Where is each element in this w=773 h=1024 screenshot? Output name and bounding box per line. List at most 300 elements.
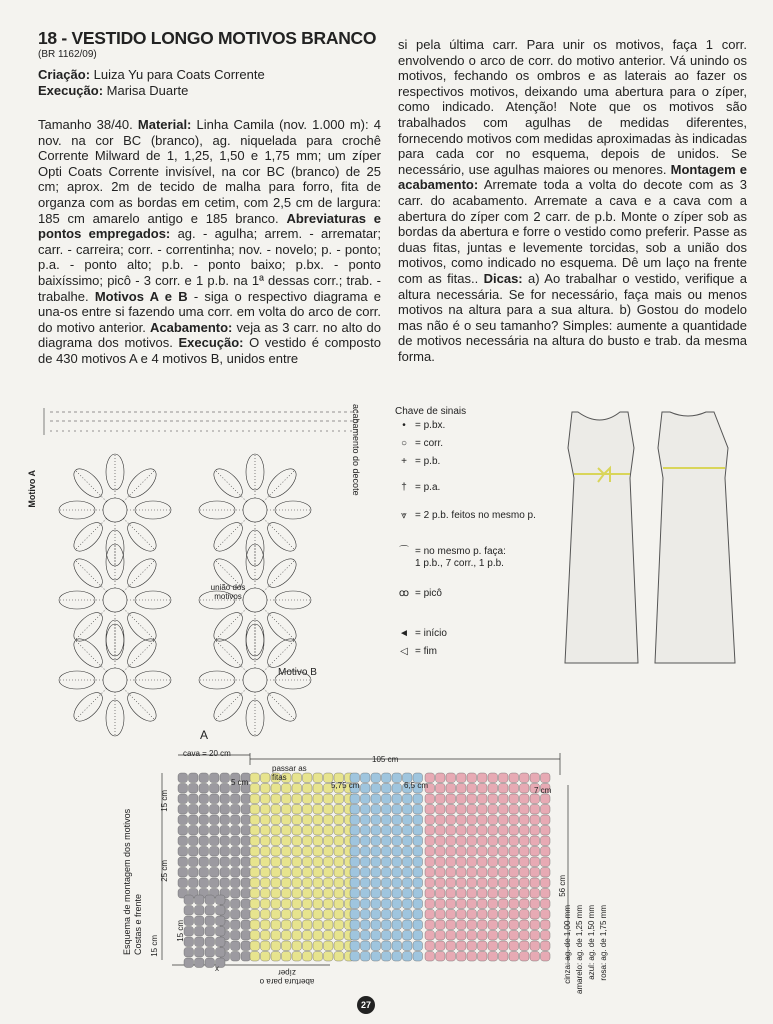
motif-cell	[292, 941, 302, 951]
motif-cell	[530, 794, 540, 804]
motif-cell	[220, 805, 230, 815]
motif-cell	[210, 836, 220, 846]
motif-cell	[392, 773, 402, 783]
zipper-mark: x	[215, 964, 219, 973]
motif-cell	[371, 941, 381, 951]
motif-cell	[199, 868, 209, 878]
motif-cell	[241, 815, 251, 825]
motif-cell	[499, 815, 509, 825]
motif-cell	[488, 941, 498, 951]
motif-cell	[478, 857, 488, 867]
motif-cell	[292, 794, 302, 804]
motif-cell	[436, 857, 446, 867]
motif-cell	[231, 899, 241, 909]
motif-cell	[488, 773, 498, 783]
motif-cell	[446, 941, 456, 951]
motif-cell	[205, 927, 215, 937]
motif-cell	[361, 889, 371, 899]
motif-cell	[425, 857, 435, 867]
motif-cell	[334, 878, 344, 888]
motif-cell	[530, 889, 540, 899]
motif-cell	[350, 931, 360, 941]
credit-creation	[38, 67, 265, 82]
motif-cell	[425, 826, 435, 836]
motif-cell	[392, 836, 402, 846]
motif-cell	[231, 857, 241, 867]
motif-cell	[250, 920, 260, 930]
motif-cell	[478, 889, 488, 899]
motif-cell	[210, 847, 220, 857]
motif-cell	[509, 836, 519, 846]
motif-cell	[250, 952, 260, 962]
motif-cell	[271, 794, 281, 804]
motif-cell	[488, 931, 498, 941]
motif-cell	[446, 899, 456, 909]
motif-cell	[361, 836, 371, 846]
motif-cell	[530, 868, 540, 878]
motif-cell	[210, 805, 220, 815]
motif-cell	[241, 941, 251, 951]
motif-cell	[324, 920, 334, 930]
motif-cell	[205, 895, 215, 905]
motif-cell	[350, 805, 360, 815]
motif-cell	[271, 899, 281, 909]
motif-cell	[210, 784, 220, 794]
motif-cell	[324, 941, 334, 951]
motif-cell	[446, 836, 456, 846]
union-label: união dos motivos	[210, 583, 246, 601]
motif-cell	[371, 794, 381, 804]
motif-cell	[392, 899, 402, 909]
page-number: 27	[357, 996, 375, 1014]
motif-cell	[271, 931, 281, 941]
motif-cell	[178, 805, 188, 815]
finishing-text: veja as 3 carr. no alto do diagrama dos motivos.	[38, 319, 381, 351]
motif-cell	[334, 910, 344, 920]
motif-cell	[324, 931, 334, 941]
tips-label: Dicas:	[483, 270, 523, 286]
motif-cell	[334, 868, 344, 878]
motif-cell	[220, 826, 230, 836]
legend-item	[393, 542, 506, 557]
motif-cell	[520, 878, 530, 888]
motif-cell	[210, 794, 220, 804]
legend-text: = corr.	[415, 438, 444, 449]
motif-cell	[446, 920, 456, 930]
motif-cell	[436, 836, 446, 846]
motif-cell	[499, 826, 509, 836]
motif-cell	[509, 899, 519, 909]
motif-cell	[520, 889, 530, 899]
motif-cell	[184, 937, 194, 947]
motif-cell	[371, 815, 381, 825]
motif-cell	[413, 941, 423, 951]
motif-cell	[350, 868, 360, 878]
motif-cell	[382, 826, 392, 836]
motif-cell	[189, 784, 199, 794]
motif-cell	[392, 847, 402, 857]
motif-cell	[282, 784, 292, 794]
motif-cell	[457, 815, 467, 825]
assembly-label: Montagem e acabamento:	[398, 161, 747, 193]
motif-cell	[509, 784, 519, 794]
motif-cell	[178, 784, 188, 794]
motif-cell	[303, 857, 313, 867]
motif-cell	[509, 910, 519, 920]
motif-cell	[195, 906, 205, 916]
motif-cell	[392, 826, 402, 836]
ribbon-label: passar as fitas	[272, 764, 307, 782]
motif-cell	[520, 784, 530, 794]
motif-cell	[530, 878, 540, 888]
motif-cell	[292, 868, 302, 878]
motif-cell	[392, 931, 402, 941]
motif-cell	[436, 868, 446, 878]
motif-cell	[488, 805, 498, 815]
motif-cell	[467, 857, 477, 867]
motif-cell	[488, 868, 498, 878]
motif-cell	[250, 836, 260, 846]
motif-cell	[467, 920, 477, 930]
zipper-label: abertura para o zíper	[259, 968, 315, 986]
finishing-label-diagram: acabamento do decote	[351, 404, 361, 496]
motif-cell	[361, 868, 371, 878]
motif-cell	[282, 857, 292, 867]
motif-cell	[371, 868, 381, 878]
motif-cell	[457, 941, 467, 951]
motif-cell	[241, 878, 251, 888]
motif-cell	[436, 899, 446, 909]
needle-legend-item: amarelo: ag. de 1,25 mm	[575, 905, 584, 994]
motif-cell	[241, 899, 251, 909]
motif-cell	[361, 805, 371, 815]
motif-cell	[189, 868, 199, 878]
motif-cell	[189, 773, 199, 783]
motif-cell	[199, 857, 209, 867]
motif-cell	[392, 941, 402, 951]
motif-cell	[541, 805, 551, 815]
motif-cell	[413, 910, 423, 920]
needle-legend-item: cinza: ag. de 1,00 mm	[563, 905, 572, 984]
width-pink: 7 cm	[534, 786, 552, 795]
motif-cell	[457, 931, 467, 941]
motif-cell	[478, 878, 488, 888]
motif-cell	[436, 952, 446, 962]
motif-cell	[413, 815, 423, 825]
motif-cell	[457, 794, 467, 804]
motif-cell	[413, 889, 423, 899]
motif-cell	[199, 878, 209, 888]
motif-cell	[205, 958, 215, 968]
motif-cell	[178, 868, 188, 878]
motif-cell	[231, 794, 241, 804]
motif-cell	[282, 889, 292, 899]
motif-cell	[261, 805, 271, 815]
motif-cell	[241, 920, 251, 930]
motif-cell	[509, 952, 519, 962]
motif-cell	[303, 910, 313, 920]
motif-cell	[282, 931, 292, 941]
motif-cell	[250, 826, 260, 836]
motif-cell	[199, 805, 209, 815]
motif-cell	[403, 931, 413, 941]
motif-cell	[509, 847, 519, 857]
motif-cell	[292, 952, 302, 962]
motif-cell	[189, 815, 199, 825]
motif-cell	[446, 794, 456, 804]
motif-cell	[184, 948, 194, 958]
motif-cell	[361, 826, 371, 836]
motif-cell	[457, 878, 467, 888]
motif-cell	[425, 941, 435, 951]
motif-cell	[499, 878, 509, 888]
motif-cell	[382, 773, 392, 783]
motif-cell	[392, 805, 402, 815]
motif-cell	[184, 916, 194, 926]
motif-cell	[361, 815, 371, 825]
motif-cell	[488, 857, 498, 867]
motif-cell	[250, 784, 260, 794]
abbreviations-label: Abreviaturas e pontos empregados:	[38, 210, 382, 242]
legend-title: Chave de sinais	[395, 406, 467, 417]
instructions-right	[398, 37, 747, 364]
legend-item	[393, 482, 440, 493]
motif-cell	[261, 931, 271, 941]
motif-cell	[478, 941, 488, 951]
motif-cell	[436, 794, 446, 804]
motif-cell	[467, 836, 477, 846]
motif-cell	[303, 952, 313, 962]
motif-cell	[271, 952, 281, 962]
assembly-text: Arremate toda a volta do decote com as 3 carr. do acabamento. Arremate a cava e a cava com a abertura do zíper com 2 carr. de p.b. Monte o zíper sob as bordas da abertura e forre o vestido como preferir. Passe as duas fitas, juntas e levemente torcidas, sob a união dos motivos, como indicado no esquema. Dê um laço na frente com as fitas..	[398, 177, 747, 286]
motif-cell	[457, 868, 467, 878]
motif-cell	[509, 794, 519, 804]
motif-cell	[250, 857, 260, 867]
motif-cell	[250, 868, 260, 878]
motif-cell	[530, 857, 540, 867]
motif-cell	[292, 826, 302, 836]
motif-cell	[467, 784, 477, 794]
motif-cell	[467, 794, 477, 804]
motif-cell	[199, 847, 209, 857]
motif-cell	[446, 931, 456, 941]
crochet-motif	[59, 544, 171, 656]
motif-cell	[303, 941, 313, 951]
motif-cell	[425, 836, 435, 846]
height-total: 56 cm	[558, 875, 567, 897]
height-3: 15 cm	[176, 920, 185, 942]
motif-cell	[488, 784, 498, 794]
motif-cell	[205, 906, 215, 916]
motif-cell	[541, 952, 551, 962]
motif-cell	[382, 931, 392, 941]
motif-cell	[361, 794, 371, 804]
motif-cell	[446, 773, 456, 783]
motif-cell	[282, 847, 292, 857]
motif-cell	[382, 794, 392, 804]
motif-cell	[303, 794, 313, 804]
legend-item	[393, 438, 443, 449]
motif-cell	[241, 857, 251, 867]
motif-cell	[425, 899, 435, 909]
motif-cell	[478, 815, 488, 825]
legend-text: = p.a.	[415, 482, 441, 493]
legend-text: = 2 p.b. feitos no mesmo p.	[415, 510, 536, 521]
motif-cell	[488, 847, 498, 857]
motif-cell	[520, 857, 530, 867]
page-title: 18 - VESTIDO LONGO MOTIVOS BRANCO	[38, 28, 377, 48]
motif-cell	[371, 836, 381, 846]
motif-cell	[382, 952, 392, 962]
motif-cell	[313, 941, 323, 951]
motif-cell	[216, 895, 226, 905]
motif-cell	[350, 878, 360, 888]
motif-cell	[392, 784, 402, 794]
legend-symbol: †	[401, 482, 407, 493]
motif-cell	[334, 889, 344, 899]
crochet-motif	[199, 624, 311, 736]
execution-text: O vestido é composto de 430 motivos A e 4 motivos B, unidos entre	[38, 335, 381, 366]
motif-cell	[530, 826, 540, 836]
motif-cell	[425, 794, 435, 804]
motif-cell	[436, 826, 446, 836]
motif-cell	[467, 952, 477, 962]
motif-cell	[457, 836, 467, 846]
motif-cell	[334, 899, 344, 909]
motif-cell	[334, 847, 344, 857]
motif-cell	[292, 931, 302, 941]
motif-cell	[446, 889, 456, 899]
motif-cell	[334, 826, 344, 836]
crochet-motif	[199, 454, 311, 566]
motif-cell	[520, 805, 530, 815]
motif-cell	[403, 889, 413, 899]
motif-cell	[403, 920, 413, 930]
motif-cell	[195, 937, 205, 947]
motif-cell	[382, 889, 392, 899]
motif-cell	[199, 836, 209, 846]
motif-cell	[488, 794, 498, 804]
motif-cell	[467, 941, 477, 951]
motif-cell	[530, 815, 540, 825]
instructions-left	[38, 117, 381, 367]
motif-cell	[210, 826, 220, 836]
motif-cell	[478, 836, 488, 846]
motif-cell	[271, 784, 281, 794]
motif-cell	[210, 857, 220, 867]
motif-cell	[371, 931, 381, 941]
motif-b-label: Motivo B	[278, 667, 317, 678]
motif-cell	[541, 931, 551, 941]
motif-cell	[324, 868, 334, 878]
motif-cell	[413, 794, 423, 804]
motif-cell	[520, 868, 530, 878]
motif-cell	[241, 794, 251, 804]
motif-cell	[488, 899, 498, 909]
motif-cell	[313, 899, 323, 909]
motif-cell	[250, 931, 260, 941]
motif-cell	[371, 857, 381, 867]
motif-a-letter: A	[200, 728, 209, 742]
motif-cell	[189, 878, 199, 888]
motif-cell	[313, 847, 323, 857]
legend-item	[393, 420, 445, 431]
motif-cell	[220, 815, 230, 825]
motif-cell	[231, 952, 241, 962]
legend-item	[393, 588, 442, 599]
motif-cell	[403, 826, 413, 836]
motif-cell	[334, 836, 344, 846]
motif-cell	[282, 794, 292, 804]
motif-cell	[403, 815, 413, 825]
motif-cell	[446, 857, 456, 867]
motif-cell	[261, 826, 271, 836]
motif-cell	[467, 847, 477, 857]
motif-cell	[382, 847, 392, 857]
motif-cell	[457, 910, 467, 920]
motif-cell	[334, 805, 344, 815]
motif-cell	[541, 889, 551, 899]
motif-cell	[361, 847, 371, 857]
motif-cell	[413, 878, 423, 888]
motif-cell	[231, 836, 241, 846]
width-gray: 5 cm	[231, 778, 249, 787]
motif-cell	[425, 878, 435, 888]
motif-cell	[436, 910, 446, 920]
motif-cell	[313, 878, 323, 888]
motif-cell	[436, 773, 446, 783]
motif-cell	[303, 836, 313, 846]
motif-cell	[189, 805, 199, 815]
motif-cell	[488, 920, 498, 930]
motif-cell	[282, 836, 292, 846]
motif-cell	[303, 805, 313, 815]
motif-cell	[199, 794, 209, 804]
width-blue: 6,5 cm	[404, 781, 429, 790]
motif-cell	[446, 878, 456, 888]
motif-cell	[371, 899, 381, 909]
legend-symbol: ꝏ	[398, 588, 410, 599]
motif-cell	[403, 952, 413, 962]
motif-diagram	[30, 400, 390, 745]
motif-cell	[520, 941, 530, 951]
motif-cell	[292, 784, 302, 794]
motif-cell	[478, 805, 488, 815]
motif-cell	[478, 868, 488, 878]
motif-cell	[250, 847, 260, 857]
motif-cell	[216, 927, 226, 937]
motif-cell	[241, 868, 251, 878]
motif-cell	[231, 920, 241, 930]
motif-cell	[313, 920, 323, 930]
motif-cell	[413, 931, 423, 941]
motif-cell	[436, 815, 446, 825]
motif-cell	[216, 916, 226, 926]
tips-text: a) Ao trabalhar o vestido, verifique a altura necessária. Se for necessário, faça mais ou menos motivos na altura para a sua altura. b) Gostou do modelo mas não é o seu tamanho? Simples: aumente a quantidade de motivos necessária na altura do busto e trab. da mesma forma.	[398, 270, 747, 364]
motif-cell	[520, 847, 530, 857]
motif-cell	[392, 910, 402, 920]
motif-cell	[303, 920, 313, 930]
motif-cell	[499, 773, 509, 783]
credit-execution	[38, 83, 188, 98]
motif-cell	[446, 815, 456, 825]
motif-cell	[250, 889, 260, 899]
motif-cell	[271, 815, 281, 825]
motif-cell	[478, 920, 488, 930]
motif-cell	[467, 899, 477, 909]
motif-cell	[541, 868, 551, 878]
motif-cell	[371, 847, 381, 857]
